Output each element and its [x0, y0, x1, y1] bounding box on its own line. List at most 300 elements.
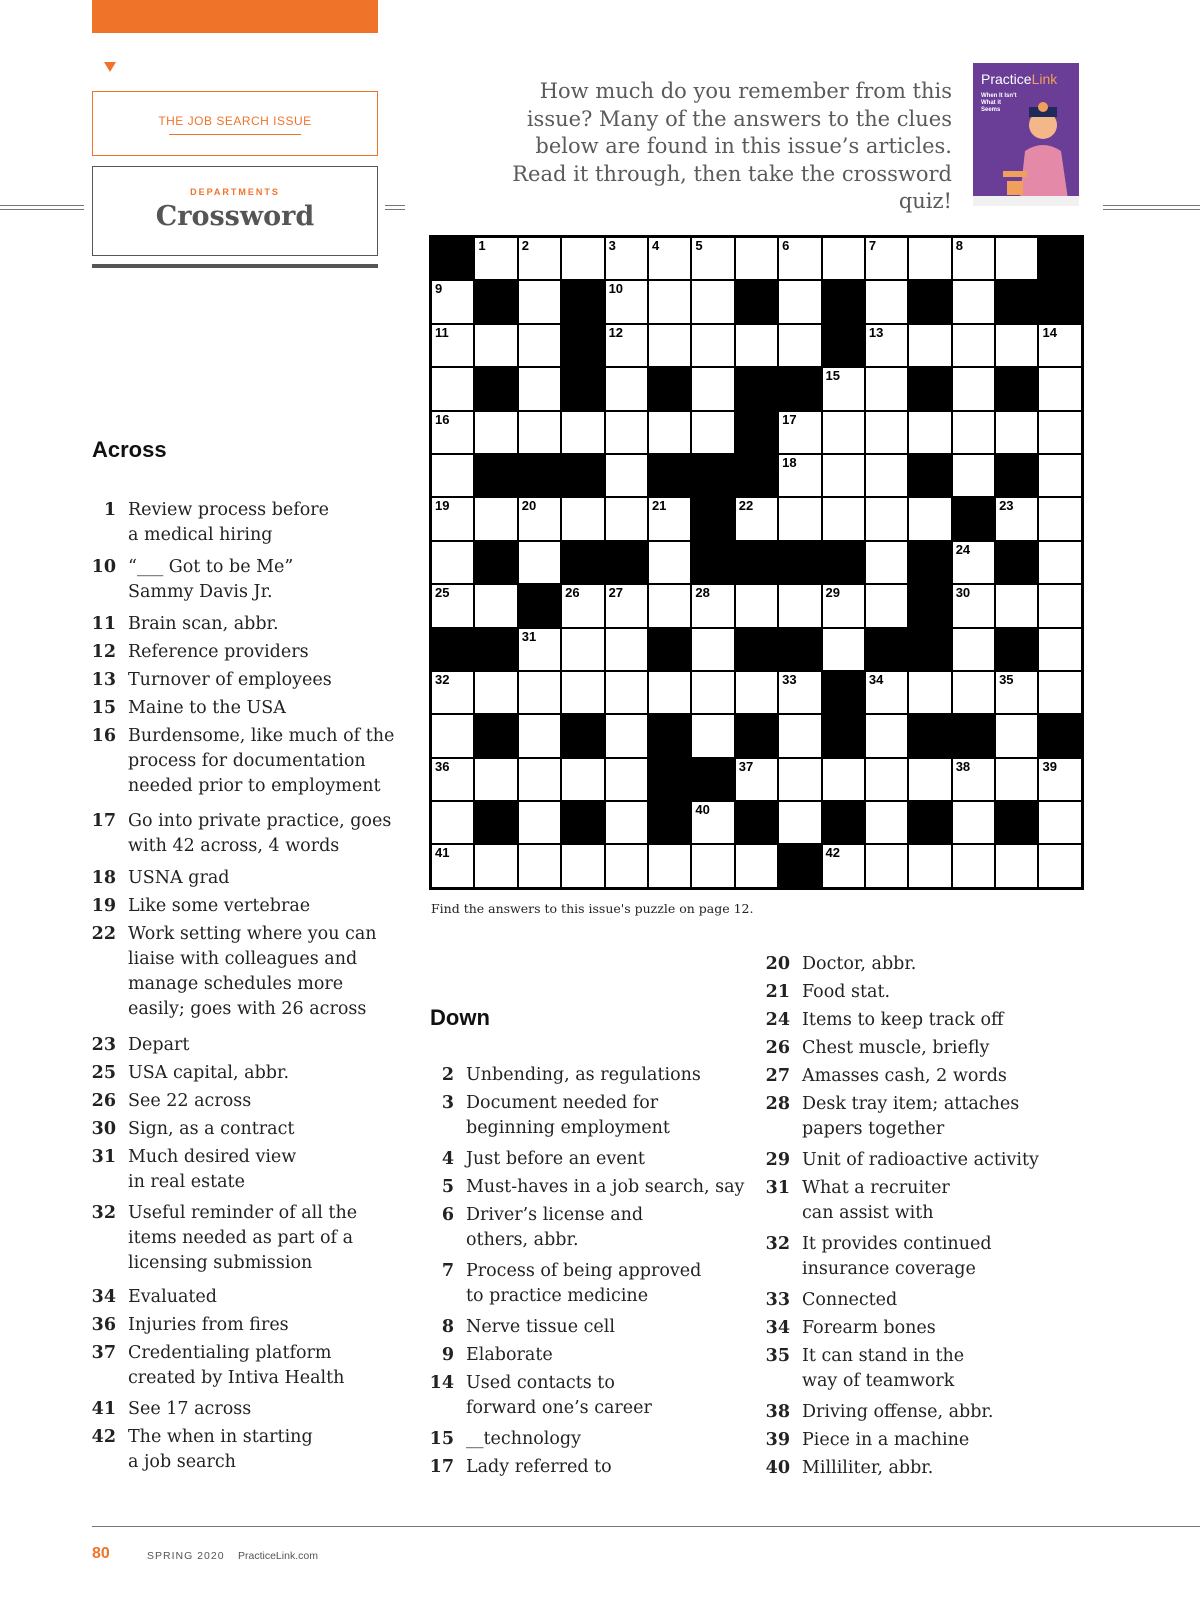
grid-cell[interactable] — [691, 280, 734, 323]
grid-cell[interactable] — [865, 237, 908, 280]
grid-cell[interactable] — [908, 844, 951, 887]
clue-text: Chest muscle, briefly — [802, 1038, 990, 1058]
grid-cell[interactable] — [648, 497, 691, 540]
grid-block-cell — [648, 714, 691, 757]
cell-number: 30 — [955, 585, 971, 601]
grid-cell[interactable] — [735, 844, 778, 887]
grid-block-cell — [561, 801, 604, 844]
grid-cell[interactable] — [648, 280, 691, 323]
grid-cell[interactable] — [865, 367, 908, 410]
cell-number: 20 — [521, 498, 537, 514]
grid-cell[interactable] — [691, 714, 734, 757]
grid-cell[interactable] — [865, 671, 908, 714]
grid-cell[interactable] — [778, 237, 821, 280]
footer-rule — [92, 1526, 1200, 1527]
clue-number: 39 — [765, 1430, 790, 1450]
clue-text: __technology — [466, 1429, 581, 1449]
cell-number: 37 — [738, 758, 754, 774]
cell-number: 8 — [955, 238, 963, 253]
grid-block-cell — [735, 280, 778, 323]
page-title: Crossword — [155, 201, 315, 232]
grid-cell[interactable] — [431, 541, 474, 584]
cell-number: 36 — [435, 758, 450, 774]
grid-cell[interactable] — [1038, 801, 1081, 844]
grid-cell[interactable] — [648, 844, 691, 887]
grid-block-cell — [995, 801, 1038, 844]
grid-cell[interactable] — [691, 628, 734, 671]
cell-number: 33 — [782, 671, 797, 687]
cell-number: 34 — [868, 671, 884, 687]
grid-block-cell — [995, 628, 1038, 671]
grid-cell[interactable] — [648, 411, 691, 454]
cell-number: 25 — [435, 585, 450, 601]
grid-cell[interactable] — [691, 367, 734, 410]
grid-block-cell — [952, 714, 995, 757]
grid-cell[interactable] — [778, 280, 821, 323]
issue-underline — [169, 134, 301, 135]
grid-cell[interactable] — [1038, 411, 1081, 454]
grid-cell[interactable] — [865, 497, 908, 540]
clue-number: 32 — [91, 1203, 116, 1223]
grid-cell[interactable] — [778, 801, 821, 844]
clue-text: Just before an event — [466, 1149, 645, 1169]
grid-cell[interactable] — [474, 844, 517, 887]
grid-cell[interactable] — [778, 758, 821, 801]
clue-number: 14 — [429, 1373, 454, 1393]
clue-number: 25 — [91, 1063, 116, 1083]
grid-block-cell — [822, 541, 865, 584]
clue-number: 28 — [765, 1094, 790, 1114]
clue-text: Useful reminder of all the items needed as part of a licensing submission — [128, 1203, 358, 1273]
grid-cell[interactable] — [518, 324, 561, 367]
grid-cell[interactable] — [605, 844, 648, 887]
clue-text: See 17 across — [128, 1399, 252, 1419]
clue-number: 29 — [765, 1150, 790, 1170]
cell-number: 32 — [435, 671, 450, 687]
grid-cell[interactable] — [995, 844, 1038, 887]
clue-number: 9 — [441, 1345, 454, 1365]
cell-number: 31 — [521, 628, 537, 644]
grid-cell[interactable] — [431, 367, 474, 410]
clue-number: 17 — [429, 1457, 454, 1477]
grid-cell[interactable] — [778, 714, 821, 757]
grid-cell[interactable] — [605, 367, 648, 410]
grid-block-cell — [908, 367, 951, 410]
grid-cell[interactable] — [605, 497, 648, 540]
grid-cell[interactable] — [691, 801, 734, 844]
cell-number: 16 — [435, 411, 450, 427]
grid-cell[interactable] — [735, 324, 778, 367]
grid-cell[interactable] — [735, 497, 778, 540]
grid-block-cell — [561, 454, 604, 497]
across-heading: Across — [92, 437, 167, 462]
grid-cell[interactable] — [605, 324, 648, 367]
grid-cell[interactable] — [865, 454, 908, 497]
grid-cell[interactable] — [865, 714, 908, 757]
down-heading: Down — [430, 1005, 490, 1030]
grid-cell[interactable] — [995, 237, 1038, 280]
grid-cell[interactable] — [561, 411, 604, 454]
grid-cell[interactable] — [518, 497, 561, 540]
clue-number: 42 — [91, 1427, 116, 1447]
grid-cell[interactable] — [431, 801, 474, 844]
grid-cell[interactable] — [865, 280, 908, 323]
grid-cell[interactable] — [952, 541, 995, 584]
cell-number: 22 — [738, 498, 754, 514]
grid-cell[interactable] — [735, 237, 778, 280]
grid-cell[interactable] — [1038, 671, 1081, 714]
grid-cell[interactable] — [518, 541, 561, 584]
grid-cell[interactable] — [735, 758, 778, 801]
cell-number: 28 — [695, 585, 710, 601]
grid-cell[interactable] — [431, 497, 474, 540]
grid-block-cell — [561, 714, 604, 757]
grid-block-cell — [908, 714, 951, 757]
grid-cell[interactable] — [431, 584, 474, 627]
grid-block-cell — [908, 801, 951, 844]
grid-cell[interactable] — [648, 237, 691, 280]
grid-cell[interactable] — [778, 324, 821, 367]
clue-number: 36 — [91, 1315, 116, 1335]
grid-block-cell — [691, 497, 734, 540]
grid-cell[interactable] — [561, 758, 604, 801]
grid-cell[interactable] — [691, 671, 734, 714]
grid-cell[interactable] — [648, 584, 691, 627]
grid-block-cell — [778, 628, 821, 671]
cell-number: 6 — [782, 238, 790, 253]
grid-block-cell — [1038, 237, 1081, 280]
grid-block-cell — [561, 367, 604, 410]
clue-number: 35 — [765, 1346, 790, 1366]
grid-cell[interactable] — [952, 237, 995, 280]
grid-block-cell — [908, 584, 951, 627]
grid-cell[interactable] — [561, 237, 604, 280]
cell-number: 24 — [955, 541, 971, 557]
grid-cell[interactable] — [648, 324, 691, 367]
grid-cell[interactable] — [908, 237, 951, 280]
intro-text: How much do you remember from this issue? Many of the answers to the clues below are found in this issue’s articles. Read it through, then take the crossword quiz! — [512, 79, 952, 213]
clue-number: 31 — [91, 1147, 116, 1167]
clue-text: Depart — [128, 1035, 190, 1055]
grid-block-cell — [735, 628, 778, 671]
grid-block-cell — [778, 844, 821, 887]
grid-cell[interactable] — [648, 671, 691, 714]
grid-block-cell — [822, 671, 865, 714]
grid-cell[interactable] — [865, 541, 908, 584]
grid-cell[interactable] — [1038, 844, 1081, 887]
grid-block-cell — [822, 801, 865, 844]
grid-cell[interactable] — [518, 714, 561, 757]
clue-text: Milliliter, abbr. — [802, 1458, 934, 1478]
grid-block-cell — [735, 411, 778, 454]
title-underbar — [92, 264, 378, 268]
clue-text: USNA grad — [128, 868, 230, 888]
grid-cell[interactable] — [952, 324, 995, 367]
grid-cell[interactable] — [431, 714, 474, 757]
grid-block-cell — [908, 280, 951, 323]
clue-number: 26 — [765, 1038, 790, 1058]
grid-cell[interactable] — [431, 324, 474, 367]
clue-text: Driving offense, abbr. — [802, 1402, 994, 1422]
grid-block-cell — [735, 367, 778, 410]
grid-cell[interactable] — [605, 801, 648, 844]
grid-cell[interactable] — [822, 411, 865, 454]
grid-cell[interactable] — [605, 628, 648, 671]
grid-cell[interactable] — [1038, 758, 1081, 801]
grid-cell[interactable] — [822, 367, 865, 410]
grid-cell[interactable] — [778, 411, 821, 454]
grid-cell[interactable] — [518, 628, 561, 671]
clue-text: Unit of radioactive activity — [802, 1150, 1039, 1170]
grid-cell[interactable] — [474, 237, 517, 280]
grid-cell[interactable] — [952, 758, 995, 801]
clue-text: Go into private practice, goes with 42 across, 4 words — [128, 811, 392, 856]
grid-cell[interactable] — [952, 411, 995, 454]
grid-cell[interactable] — [995, 324, 1038, 367]
grid-cell[interactable] — [952, 844, 995, 887]
grid-cell[interactable] — [778, 454, 821, 497]
grid-cell[interactable] — [518, 367, 561, 410]
grid-cell[interactable] — [1038, 628, 1081, 671]
grid-cell[interactable] — [778, 584, 821, 627]
grid-cell[interactable] — [865, 844, 908, 887]
grid-cell[interactable] — [1038, 497, 1081, 540]
grid-cell[interactable] — [474, 497, 517, 540]
grid-cell[interactable] — [431, 280, 474, 323]
grid-block-cell — [691, 541, 734, 584]
clue-number: 17 — [91, 811, 116, 831]
grid-cell[interactable] — [474, 411, 517, 454]
grid-cell[interactable] — [561, 671, 604, 714]
grid-cell[interactable] — [908, 497, 951, 540]
grid-cell[interactable] — [518, 280, 561, 323]
grid-cell[interactable] — [995, 671, 1038, 714]
grid-cell[interactable] — [518, 758, 561, 801]
cover-brand-a: Practice — [981, 71, 1032, 87]
grid-block-cell — [648, 801, 691, 844]
grid-cell[interactable] — [518, 671, 561, 714]
cell-number: 12 — [608, 324, 624, 340]
clue-text: USA capital, abbr. — [128, 1063, 290, 1083]
grid-cell[interactable] — [431, 844, 474, 887]
cover-brand-b: Link — [1031, 71, 1058, 87]
cell-number: 7 — [868, 238, 877, 253]
cell-number: 26 — [565, 585, 580, 601]
grid-cell[interactable] — [778, 671, 821, 714]
clue-text: Used contacts to forward one’s career — [466, 1373, 652, 1418]
grid-cell[interactable] — [561, 584, 604, 627]
grid-cell[interactable] — [995, 584, 1038, 627]
grid-cell[interactable] — [865, 324, 908, 367]
clue-text: Driver’s license and others, abbr. — [466, 1205, 644, 1250]
grid-cell[interactable] — [474, 758, 517, 801]
grid-block-cell — [431, 237, 474, 280]
clue-number: 34 — [765, 1318, 790, 1338]
clue-text: Amasses cash, 2 words — [802, 1066, 1007, 1086]
grid-cell[interactable] — [822, 497, 865, 540]
grid-cell[interactable] — [952, 454, 995, 497]
cover-headline: When It Isn’t What it Seems — [981, 93, 1017, 113]
grid-cell[interactable] — [691, 584, 734, 627]
grid-cell[interactable] — [518, 844, 561, 887]
clue-text: See 22 across — [128, 1091, 252, 1111]
grid-block-cell — [995, 280, 1038, 323]
grid-cell[interactable] — [1038, 324, 1081, 367]
top-accent-bar — [92, 0, 378, 33]
footer-season: SPRING 2020 — [147, 1550, 225, 1562]
grid-cell[interactable] — [822, 628, 865, 671]
grid-block-cell — [995, 367, 1038, 410]
grid-cell[interactable] — [908, 758, 951, 801]
grid-cell[interactable] — [431, 758, 474, 801]
grid-cell[interactable] — [908, 324, 951, 367]
grid-cell[interactable] — [952, 367, 995, 410]
grid-cell[interactable] — [995, 758, 1038, 801]
grid-cell[interactable] — [431, 454, 474, 497]
clue-text: Items to keep track off — [802, 1010, 1004, 1030]
clue-number: 37 — [91, 1343, 116, 1363]
grid-cell[interactable] — [691, 411, 734, 454]
grid-cell[interactable] — [908, 671, 951, 714]
grid-cell[interactable] — [822, 844, 865, 887]
grid-block-cell — [691, 758, 734, 801]
cell-number: 13 — [868, 324, 884, 340]
grid-cell[interactable] — [995, 497, 1038, 540]
clue-text: Doctor, abbr. — [802, 954, 917, 974]
clue-text: Reference providers — [128, 642, 309, 662]
grid-block-cell — [474, 280, 517, 323]
grid-cell[interactable] — [822, 584, 865, 627]
grid-block-cell — [474, 367, 517, 410]
cell-number: 40 — [695, 802, 710, 818]
left-double-rule — [0, 205, 84, 210]
clue-text: Connected — [802, 1290, 898, 1310]
answers-caption: Find the answers to this issue's puzzle on page 12. — [431, 901, 754, 916]
grid-block-cell — [561, 541, 604, 584]
clue-text: Must-haves in a job search, say — [466, 1177, 745, 1197]
cell-number: 29 — [825, 585, 840, 601]
clue-number: 34 — [91, 1287, 116, 1307]
grid-cell[interactable] — [822, 454, 865, 497]
grid-cell[interactable] — [865, 758, 908, 801]
issue-label: THE JOB SEARCH ISSUE — [158, 114, 312, 128]
grid-cell[interactable] — [518, 237, 561, 280]
clue-number: 19 — [91, 896, 116, 916]
clue-number: 41 — [91, 1399, 116, 1419]
cell-number: 11 — [435, 324, 449, 340]
grid-cell[interactable] — [952, 280, 995, 323]
grid-cell[interactable] — [908, 411, 951, 454]
clue-number: 6 — [441, 1205, 454, 1225]
grid-cell[interactable] — [865, 411, 908, 454]
grid-cell[interactable] — [1038, 454, 1081, 497]
grid-block-cell — [822, 324, 865, 367]
clue-number: 32 — [765, 1234, 790, 1254]
grid-block-cell — [995, 541, 1038, 584]
grid-cell[interactable] — [605, 671, 648, 714]
grid-cell[interactable] — [474, 324, 517, 367]
grid-cell[interactable] — [995, 714, 1038, 757]
cell-number: 21 — [651, 498, 667, 514]
grid-block-cell — [735, 541, 778, 584]
clue-number: 22 — [91, 924, 116, 944]
grid-cell[interactable] — [1038, 584, 1081, 627]
grid-cell[interactable] — [648, 541, 691, 584]
cell-number: 9 — [435, 281, 443, 297]
grid-cell[interactable] — [605, 411, 648, 454]
clue-number: 40 — [765, 1458, 790, 1478]
grid-cell[interactable] — [605, 714, 648, 757]
clue-number: 11 — [91, 614, 116, 634]
grid-cell[interactable] — [735, 671, 778, 714]
grid-cell[interactable] — [822, 758, 865, 801]
grid-block-cell — [474, 454, 517, 497]
grid-cell[interactable] — [691, 237, 734, 280]
grid-cell[interactable] — [691, 844, 734, 887]
triangle-marker-icon — [104, 62, 116, 72]
clue-number: 23 — [91, 1035, 116, 1055]
grid-cell[interactable] — [518, 801, 561, 844]
grid-cell[interactable] — [561, 497, 604, 540]
grid-cell[interactable] — [952, 584, 995, 627]
clue-text: Unbending, as regulations — [466, 1065, 701, 1085]
cell-number: 35 — [999, 671, 1014, 687]
grid-block-cell — [648, 758, 691, 801]
grid-cell[interactable] — [431, 411, 474, 454]
clue-text: Brain scan, abbr. — [128, 614, 279, 634]
grid-cell[interactable] — [605, 280, 648, 323]
clue-number: 7 — [441, 1261, 454, 1281]
grid-cell[interactable] — [1038, 367, 1081, 410]
grid-cell[interactable] — [952, 801, 995, 844]
cell-number: 14 — [1042, 324, 1057, 340]
clue-number: 1 — [103, 500, 116, 520]
grid-cell[interactable] — [822, 237, 865, 280]
clue-text: Lady referred to — [466, 1457, 612, 1477]
grid-cell[interactable] — [605, 454, 648, 497]
grid-cell[interactable] — [431, 671, 474, 714]
department-label: DEPARTMENTS — [190, 187, 280, 197]
grid-cell[interactable] — [691, 324, 734, 367]
clue-text: “___ Got to be Me” Sammy Davis Jr. — [128, 557, 294, 602]
grid-cell[interactable] — [952, 628, 995, 671]
grid-cell[interactable] — [474, 584, 517, 627]
grid-cell[interactable] — [474, 671, 517, 714]
grid-cell[interactable] — [561, 628, 604, 671]
grid-cell[interactable] — [605, 758, 648, 801]
grid-cell[interactable] — [605, 237, 648, 280]
grid-cell[interactable] — [995, 411, 1038, 454]
grid-cell[interactable] — [865, 801, 908, 844]
grid-cell[interactable] — [952, 671, 995, 714]
grid-block-cell — [822, 714, 865, 757]
grid-cell[interactable] — [518, 411, 561, 454]
grid-cell[interactable] — [561, 844, 604, 887]
cover-illustration-icon — [973, 63, 1079, 206]
cell-number: 41 — [435, 845, 450, 861]
cell-number: 27 — [608, 585, 624, 601]
grid-block-cell — [648, 628, 691, 671]
clue-text: Process of being approved to practice medicine — [466, 1261, 702, 1306]
grid-cell[interactable] — [605, 584, 648, 627]
grid-cell[interactable] — [865, 584, 908, 627]
clue-number: 12 — [91, 642, 116, 662]
grid-block-cell — [735, 454, 778, 497]
grid-cell[interactable] — [778, 497, 821, 540]
grid-cell[interactable] — [1038, 541, 1081, 584]
grid-cell[interactable] — [735, 584, 778, 627]
cell-number: 3 — [608, 238, 616, 253]
